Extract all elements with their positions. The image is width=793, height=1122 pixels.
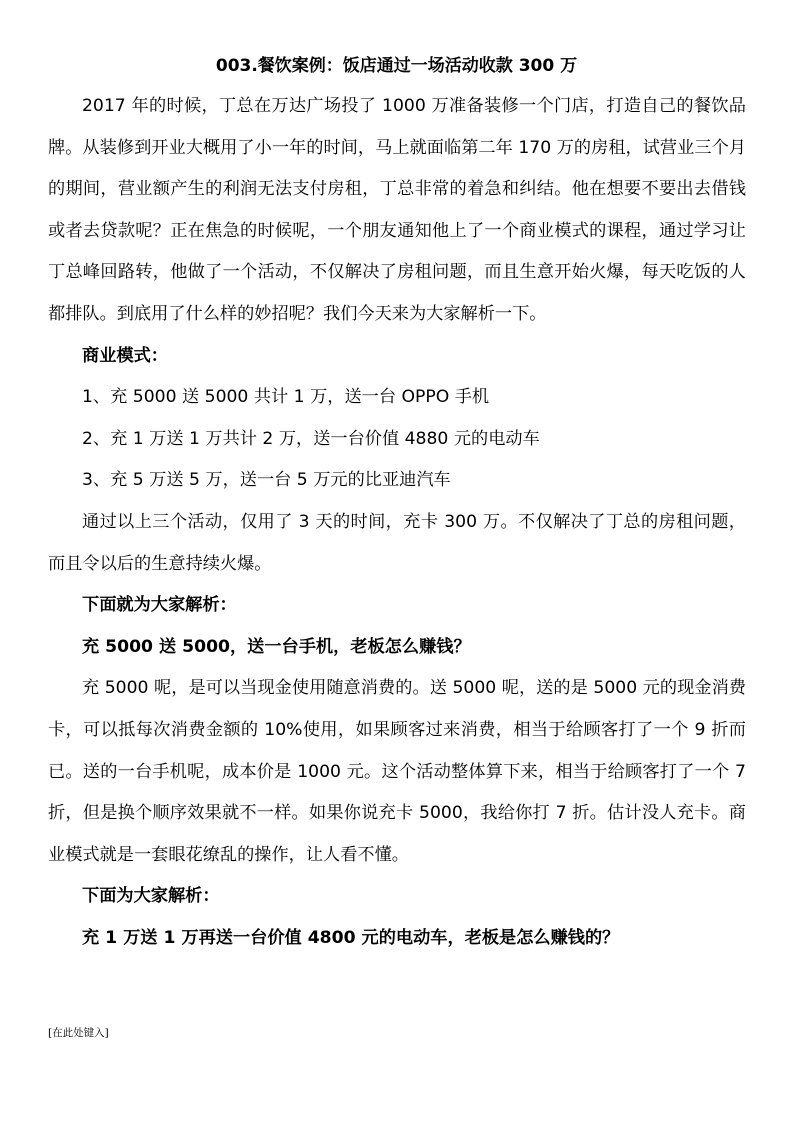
- list-item: 3、充 5 万送 5 万，送一台 5 万元的比亚迪汽车: [82, 470, 451, 491]
- footer-placeholder: [在此处键入]: [48, 1027, 109, 1039]
- result-paragraph: 通过以上三个活动，仅用了 3 天的时间，充卡 300 万。不仅解决了丁总的房租问题，而且令以后的生意持续火爆。: [48, 511, 746, 574]
- document-body: [48, 86, 746, 959]
- intro-paragraph: 2017 年的时候，丁总在万达广场投了 1000 万准备装修一个门店，打造自己的餐饮品牌。从装修到开业大概用了小一年的时间，马上就面临第二年 170 万的房租，试营业三个月的期间，营业额产生的利润无法支付房租，丁总非常的着急和纠结。他在想要不要出去借钱或者去贷款呢？正在焦急的时候呢，一个朋友通知他上了一个商业模式的课程，通过学习让丁总峰回路转，他做了一个活动，不仅解决了房租问题，而且生意开始火爆，每天吃饭的人都排队。到底用了什么样的妙招呢？我们今天来为大家解析一下。: [48, 96, 746, 324]
- section-heading-analysis-2: 下面为大家解析：: [82, 886, 220, 907]
- document-title: 003.餐饮案例：饭店通过一场活动收款 300 万: [215, 56, 578, 76]
- list-item: 2、充 1 万送 1 万共计 2 万，送一台价值 4880 元的电动车: [82, 428, 540, 449]
- question-heading-phone: 充 5000 送 5000，送一台手机，老板怎么赚钱？: [82, 636, 471, 657]
- question-heading-ebike: 充 1 万送 1 万再送一台价值 4800 元的电动车，老板是怎么赚钱的？: [82, 927, 620, 948]
- list-item: 1、充 5000 送 5000 共计 1 万，送一台 OPPO 手机: [82, 387, 490, 408]
- section-heading-analysis: 下面就为大家解析：: [82, 595, 237, 616]
- section-heading-business-model: 商业模式：: [82, 345, 168, 366]
- analysis-paragraph: 充 5000 呢，是可以当现金使用随意消费的。送 5000 呢，送的是 5000 元的现金消费卡，可以抵每次消费金额的 10%使用，如果顾客过来消费，相当于给顾客打了一个 9 折而已。送的一台手机呢，成本价是 1000 元。这个活动整体算下来，相当于给顾客打了一个 7 折，但是换个顺序效果就不一样。如果你说充卡 5000，我给你打 7 折。估计没人充卡。商业模式就是一套眼花缭乱的操作，让人看不懂。: [48, 678, 746, 865]
